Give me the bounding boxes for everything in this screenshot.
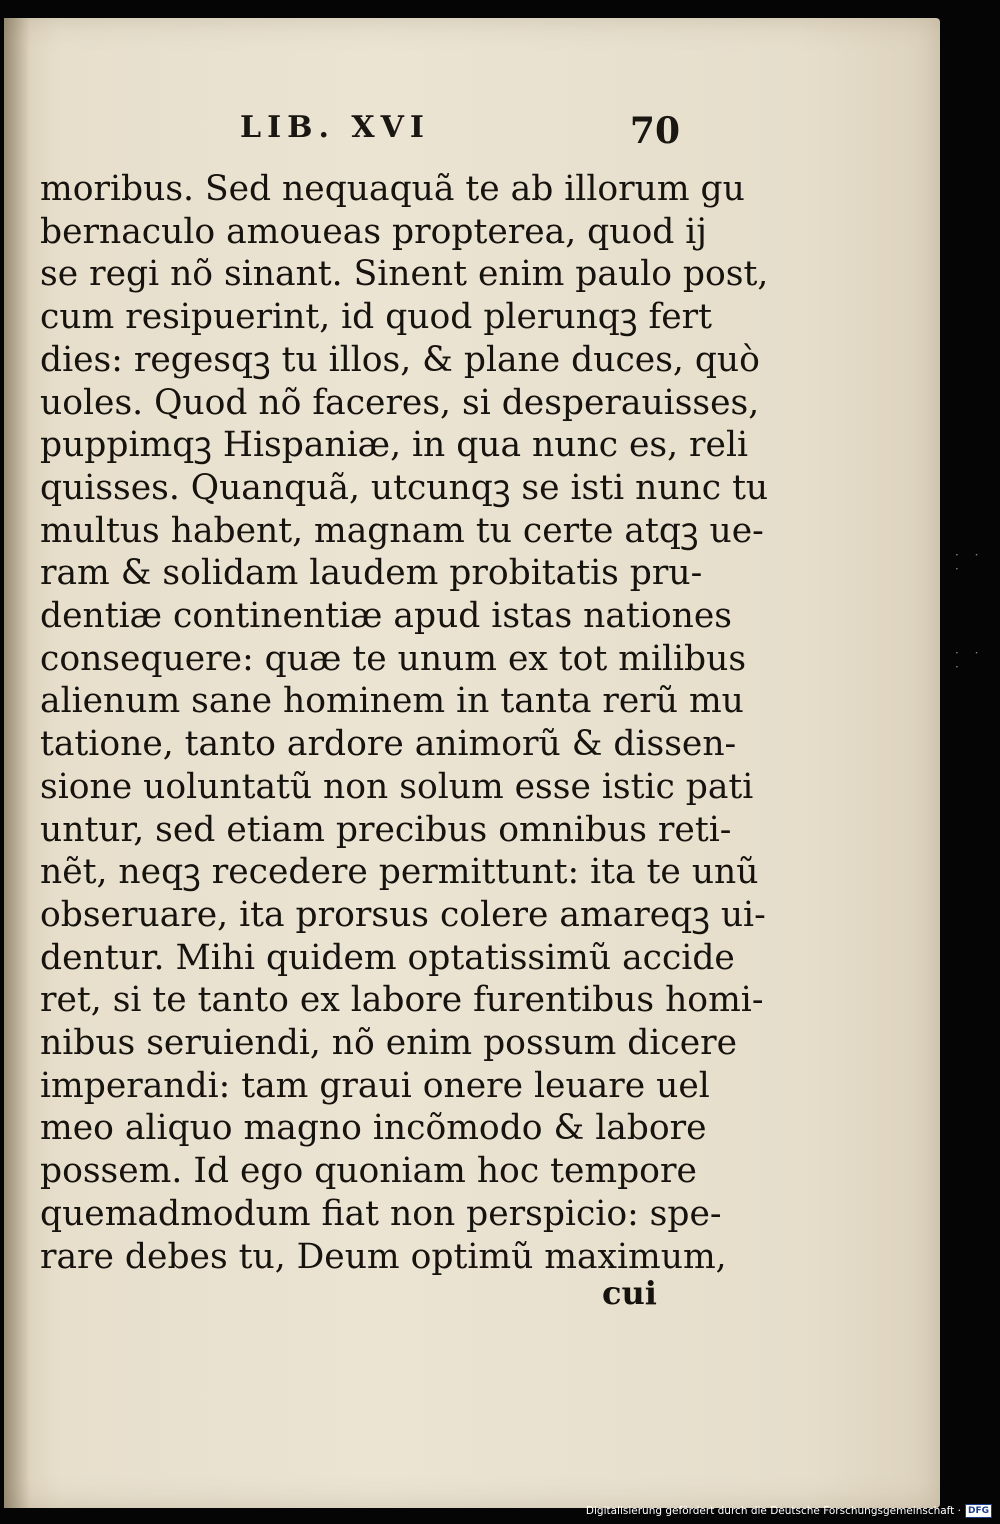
page-number: 70	[629, 110, 680, 152]
text-line: dies: regesqꝫ tu illos, & plane duces, quò	[40, 339, 760, 380]
edge-marks: · · ·	[955, 646, 985, 674]
text-line: cum resipuerint, id quod plerunqꝫ fert	[40, 297, 713, 338]
text-line: quisses. Quanquã, utcunqꝫ se isti nunc tu	[40, 467, 769, 508]
text-line: imperandi: tam graui onere leuare uel	[40, 1065, 710, 1106]
digitization-credit	[586, 1504, 992, 1518]
text-line: ram & solidam laudem probitatis pru-	[40, 553, 703, 594]
spine-shadow	[4, 18, 30, 1508]
dfg-logo: DFG	[965, 1504, 992, 1518]
text-line: dentur. Mihi quidem optatissimũ accide	[40, 937, 735, 978]
text-line: rare debes tu, Deum optimũ maximum,	[40, 1236, 727, 1277]
text-line: tatione, tanto ardore animorũ & dissen-	[40, 724, 737, 765]
text-line: se regi nõ sinant. Sinent enim paulo post,	[40, 254, 769, 295]
text-line: puppimqꝫ Hispaniæ, in qua nunc es, reli	[40, 425, 749, 466]
text-line: dentiæ continentiæ apud istas nationes	[40, 596, 732, 637]
text-line: multus habent, magnam tu certe atqꝫ ue-	[40, 510, 764, 551]
text-line: nẽt, neqꝫ recedere permittunt: ita te unũ	[40, 852, 759, 893]
text-line: uoles. Quod nõ faceres, si desperauisses,	[40, 382, 760, 423]
text-line: nibus seruiendi, nõ enim possum dicere	[40, 1023, 738, 1064]
text-line: alienum sane hominem in tanta rerũ mu	[40, 681, 744, 722]
credit-text: Digitalisierung gefördert durch die Deutsche Forschungsgemeinschaft ·	[585, 1505, 961, 1517]
running-head: LIB. XVI	[240, 110, 430, 145]
text-line: obseruare, ita prorsus colere amareqꝫ ui-	[40, 894, 766, 935]
body-text	[40, 168, 769, 1278]
text-line: meo aliquo magno incõmodo & labore	[40, 1108, 707, 1149]
book-page	[4, 18, 940, 1508]
text-line: quemadmodum fiat non perspicio: spe-	[40, 1193, 722, 1234]
text-line: ret, si te tanto ex labore furentibus homi-	[40, 980, 764, 1021]
text-line: untur, sed etiam precibus omnibus reti-	[40, 809, 732, 850]
page-header	[40, 110, 680, 160]
text-line: consequere: quæ te unum ex tot milibus	[40, 638, 747, 679]
catchword: cui	[602, 1274, 657, 1312]
text-line: sione uoluntatũ non solum esse istic pati	[40, 766, 754, 807]
text-line: possem. Id ego quoniam hoc tempore	[40, 1151, 697, 1192]
edge-marks: · · ·	[955, 548, 985, 576]
text-line: moribus. Sed nequaquã te ab illorum gu	[40, 169, 745, 209]
text-line: bernaculo amoueas propterea, quod ij	[40, 211, 708, 252]
